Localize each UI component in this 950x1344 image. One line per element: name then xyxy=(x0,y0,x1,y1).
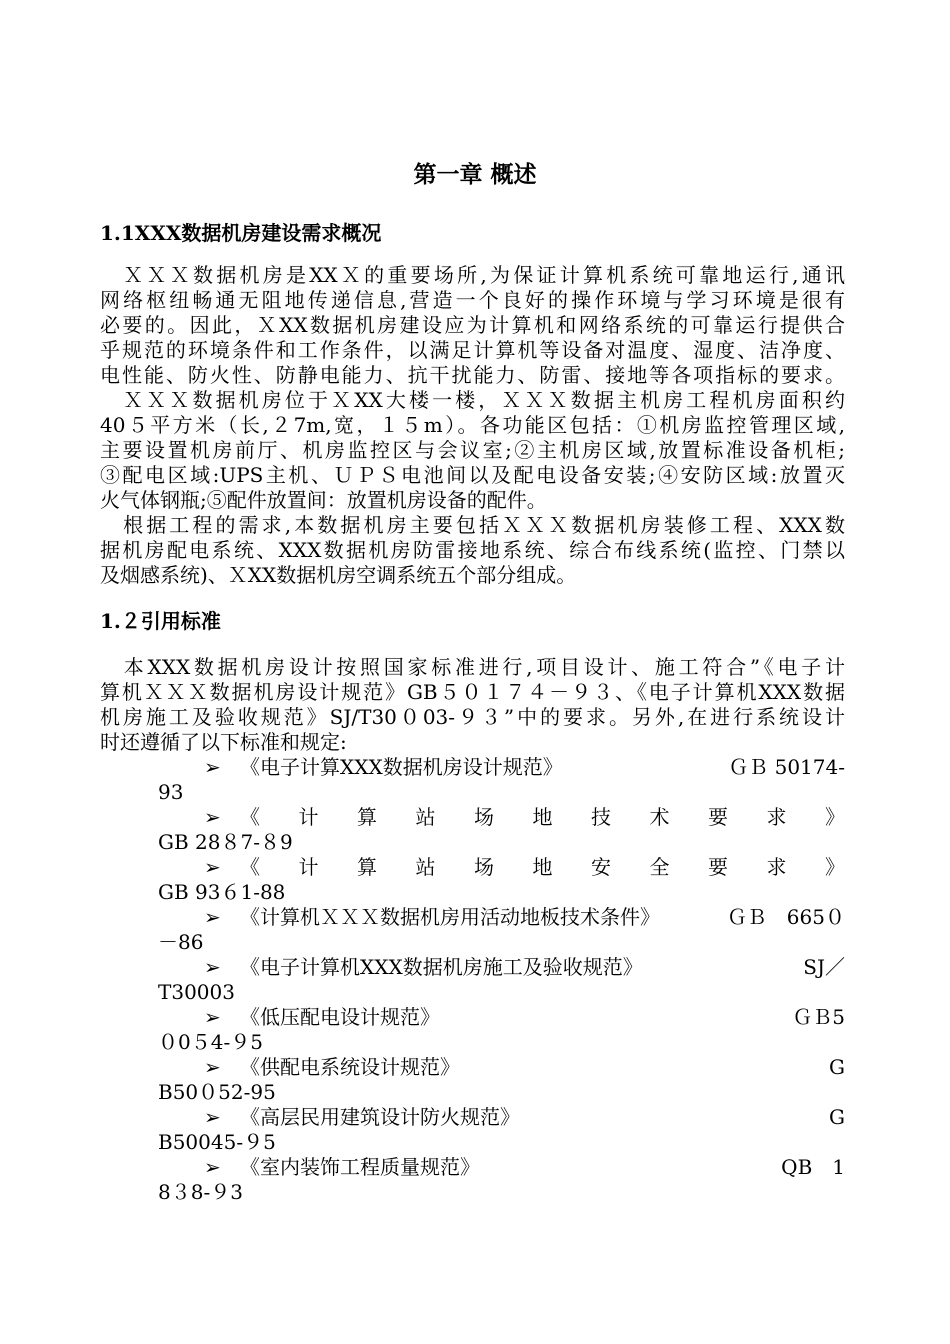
title-char: 地 xyxy=(532,805,553,829)
title-char: 《 xyxy=(240,805,260,829)
title-char: 要 xyxy=(708,805,728,829)
title-char: 要 xyxy=(708,855,728,879)
paragraph-line: 必要的。因此，ＸXX数据机房建设应为计算机和网络系统的可靠运行提供合 xyxy=(100,313,845,337)
standard-title: 《电子计算机XXX数据机房施工及验收规范》 xyxy=(240,955,643,979)
paragraph-line: 乎规范的环境条件和工作条件，以满足计算机等设备对温度、湿度、洁净度、 xyxy=(100,338,845,362)
list-item xyxy=(100,905,845,955)
arrowhead-bullet-icon: ➢ xyxy=(204,855,221,879)
paragraph-line: 时还遵循了以下标准和规定: xyxy=(100,730,347,754)
arrowhead-bullet-icon: ➢ xyxy=(204,1105,221,1129)
paragraph-line: 算机ＸＸＸ数据机房设计规范》GB５０１７４－９３、《电子计算机XXX数据 xyxy=(100,680,845,704)
list-item xyxy=(100,855,845,905)
title-char: 场 xyxy=(474,805,494,829)
title-char: 算 xyxy=(357,855,377,879)
paragraph-line: 根据工程的需求,本数据机房主要包括ＸＸＸ数据机房装修工程、XXX数 xyxy=(100,513,845,537)
standard-title-spread xyxy=(240,805,845,830)
section-heading-1-2: 1.２引用标准 xyxy=(100,609,221,633)
paragraph-line: ＸＸＸ数据机房位于ＸXX大楼一楼，ＸＸＸ数据主机房工程机房面积约 xyxy=(100,388,845,412)
list-item xyxy=(100,1105,845,1155)
list-item xyxy=(100,1005,845,1055)
title-char: 求 xyxy=(766,855,787,879)
standard-title-spread xyxy=(240,855,845,880)
standard-title: 《计算机ＸＸＸ数据机房用活动地板技术条件》 xyxy=(240,905,660,929)
standard-title: 《室内装饰工程质量规范》 xyxy=(240,1155,480,1179)
standard-code: SJ／ xyxy=(803,955,845,979)
title-char: 》 xyxy=(825,805,845,829)
title-char: 站 xyxy=(415,805,436,829)
paragraph-line: 及烟感系统)、ＸXX数据机房空调系统五个部分组成。 xyxy=(100,563,577,587)
paragraph-line: 主要设置机房前厅、机房监控区与会议室;②主机房区域,放置标准设备机柜; xyxy=(100,438,845,462)
paragraph-line: 本XXX数据机房设计按照国家标准进行,项目设计、施工符合”《电子计 xyxy=(100,655,845,679)
standard-code-continued: B50０52-95 xyxy=(158,1080,276,1104)
title-char: 计 xyxy=(298,855,319,879)
title-char: 地 xyxy=(532,855,553,879)
standard-code-continued: GB 93６1-88 xyxy=(158,880,286,904)
standard-code-continued: －86 xyxy=(158,930,204,954)
paragraph-line: 机房施工及验收规范》SJ/T30０03-９３”中的要求。另外,在进行系统设计 xyxy=(100,705,845,729)
title-char: 算 xyxy=(357,805,377,829)
paragraph-line: ＸＸＸ数据机房是XXＸ的重要场所,为保证计算机系统可靠地运行,通讯 xyxy=(100,263,845,287)
section-heading-1-1: 1.1XXX数据机房建设需求概况 xyxy=(100,221,382,245)
arrowhead-bullet-icon: ➢ xyxy=(204,955,221,979)
paragraph-line: 电性能、防火性、防静电能力、抗干扰能力、防雷、接地等各项指标的要求。 xyxy=(100,363,845,387)
arrowhead-bullet-icon: ➢ xyxy=(204,1005,221,1029)
standard-code-continued: 8３8-９3 xyxy=(158,1180,243,1204)
arrowhead-bullet-icon: ➢ xyxy=(204,1155,221,1179)
standard-title: 《高层民用建筑设计防火规范》 xyxy=(240,1105,520,1129)
list-item xyxy=(100,755,845,805)
arrowhead-bullet-icon: ➢ xyxy=(204,905,221,929)
standard-code-continued: T30003 xyxy=(158,980,235,1004)
paragraph-line: 40５平方米（长,２7m,宽，１５m）。各功能区包括：①机房监控管理区域, xyxy=(100,413,845,437)
paragraph-line: ③配电区域:UPS主机、ＵＰＳ电池间以及配电设备安装;④安防区域:放置灭 xyxy=(100,463,845,487)
arrowhead-bullet-icon: ➢ xyxy=(204,805,221,829)
chapter-title: 第一章 概述 xyxy=(413,161,537,188)
list-item xyxy=(100,955,845,1005)
title-char: 全 xyxy=(649,855,670,879)
title-char: 技 xyxy=(591,805,611,829)
title-char: 计 xyxy=(298,805,319,829)
standard-code-continued: ０0５4-９5 xyxy=(158,1030,263,1054)
title-char: 场 xyxy=(474,855,494,879)
standard-title: 《供配电系统设计规范》 xyxy=(240,1055,460,1079)
title-char: 站 xyxy=(415,855,436,879)
paragraph-line: 火气体钢瓶;⑤配件放置间：放置机房设备的配件。 xyxy=(100,488,547,512)
title-char: 《 xyxy=(240,855,260,879)
standard-code-continued: 93 xyxy=(158,780,184,804)
standard-code: QB 1 xyxy=(781,1155,845,1179)
list-item xyxy=(100,805,845,855)
standard-title: 《电子计算XXX数据机房设计规范》 xyxy=(240,755,563,779)
arrowhead-bullet-icon: ➢ xyxy=(204,1055,221,1079)
title-char: 求 xyxy=(766,805,787,829)
standard-code: G xyxy=(829,1105,845,1129)
list-item xyxy=(100,1155,845,1205)
title-char: 》 xyxy=(825,855,845,879)
standard-code-continued: B50045-９5 xyxy=(158,1130,276,1154)
standard-title: 《低压配电设计规范》 xyxy=(240,1005,440,1029)
standard-code: ＧＢ 665０ xyxy=(726,905,845,929)
standard-code: ＧＢ5 xyxy=(792,1005,845,1029)
title-char: 术 xyxy=(649,805,670,829)
title-char: 安 xyxy=(591,855,611,879)
list-item xyxy=(100,1055,845,1105)
standard-code: G xyxy=(829,1055,845,1079)
paragraph-line: 据机房配电系统、XXX数据机房防雷接地系统、综合布线系统(监控、门禁以 xyxy=(100,538,845,562)
standard-code: ＧＢ 50174- xyxy=(728,755,845,779)
standard-code-continued: GB 28８7-８9 xyxy=(158,830,293,854)
arrowhead-bullet-icon: ➢ xyxy=(204,755,221,779)
paragraph-line: 网络枢纽畅通无阻地传递信息,营造一个良好的操作环境与学习环境是很有 xyxy=(100,288,845,312)
